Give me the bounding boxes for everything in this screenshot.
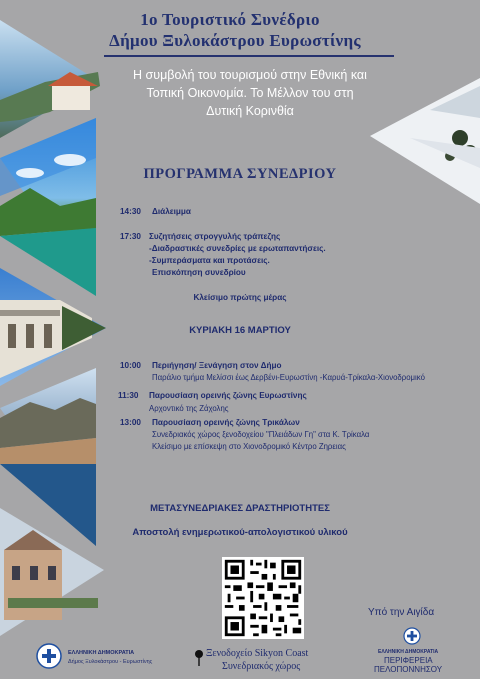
evrostini-title: Παρουσίαση ορεινής ζώνης Ευρωστίνης	[149, 391, 307, 400]
venue-name: Ξενοδοχείο Sikyon Coast	[206, 648, 309, 659]
title-underline	[104, 55, 394, 57]
time-1430: 14:30	[120, 207, 141, 216]
greek-emblem-left-icon	[36, 643, 62, 669]
right-org-line2: ΠΕΡΙΦΕΡΕΙΑ	[384, 656, 433, 665]
aegis-label: Υπό την Αιγίδα	[368, 607, 435, 618]
evrostini-venue: Αρχοντικό της Ζάχολης	[149, 404, 229, 413]
left-org-line1: ΕΛΛΗΝΙΚΗ ΔΗΜΟΚΡΑΤΙΑ	[68, 650, 135, 656]
trikala-venue: Συνεδριακός χώρος ξενοδοχείου "Πλειάδων Γη" στα Κ. Τρίκαλα	[152, 430, 370, 439]
time-1130: 11:30	[118, 391, 139, 400]
greek-emblem-right-icon	[403, 627, 421, 645]
location-pin-icon	[194, 649, 204, 667]
right-org-line1: ΕΛΛΗΝΙΚΗ ΔΗΜΟΚΡΑΤΙΑ	[378, 649, 439, 655]
break-title: Διάλειμμα	[152, 207, 191, 216]
trikala-close: Κλείσιμο με επίσκεψη στο Χιονοδρομικό Κέντρο Ζηρειας	[152, 442, 346, 451]
trikala-title: Παρουσίαση ορεινής ζώνης Τρικάλων	[152, 418, 300, 427]
conference-title-line2: Δήμου Ξυλοκάστρου Ευρωστίνης	[109, 31, 361, 50]
day1-close: Κλείσιμο πρώτης μέρας	[193, 293, 287, 302]
tour-title: Περιήγηση/ Ξενάγηση στον Δήμο	[152, 361, 282, 370]
conference-title-line1: 1ο Τουριστικό Συνέδριο	[140, 10, 320, 29]
tour-route: Παράλιο τμήμα Μελίσσι έως Δερβένι-Ευρωστίνη -Καρυά-Τρίκαλα-Χιονοδρομικό	[152, 373, 425, 382]
post-conference-item: Αποστολή ενημερωτικού-απολογιστικού υλικού	[132, 527, 348, 538]
program-heading: ΠΡΟΓΡΑΜΜΑ ΣΥΝΕΔΡΙΟΥ	[143, 166, 337, 182]
roundtable-line1: -Διαδραστικές συνεδρίες με ερωταπαντήσεις.	[149, 244, 326, 253]
time-1300: 13:00	[120, 418, 141, 427]
right-org-line3: ΠΕΛΟΠΟΝΝΗΣΟΥ	[374, 665, 443, 674]
conference-subtitle: Η συμβολή του τουρισμού στην Εθνική και Τοπική Οικονομία. Το Μέλλον του στη Δυτική Κορινθία	[133, 68, 367, 118]
roundtable-line3: Επισκόπηση συνεδρίου	[152, 268, 246, 277]
post-conference-heading: ΜΕΤΑΣΥΝΕΔΡΙΑΚΕΣ ΔΡΑΣΤΗΡΙΟΤΗΤΕΣ	[150, 503, 330, 514]
roundtable-title: Συζητήσεις στρογγυλής τράπεζης	[149, 232, 281, 241]
roundtable-line2: -Συμπεράσματα και προτάσεις.	[149, 256, 270, 265]
time-1000: 10:00	[120, 361, 141, 370]
qr-code[interactable]	[222, 557, 304, 639]
left-org-line2: Δήμος Ξυλοκάστρου - Ευρωστίνης	[68, 659, 153, 665]
day2-heading: ΚΥΡΙΑΚΗ 16 ΜΑΡΤΙΟΥ	[189, 325, 291, 336]
time-1730: 17:30	[120, 232, 141, 241]
venue-subtitle: Συνεδριακός χώρος	[222, 661, 301, 672]
